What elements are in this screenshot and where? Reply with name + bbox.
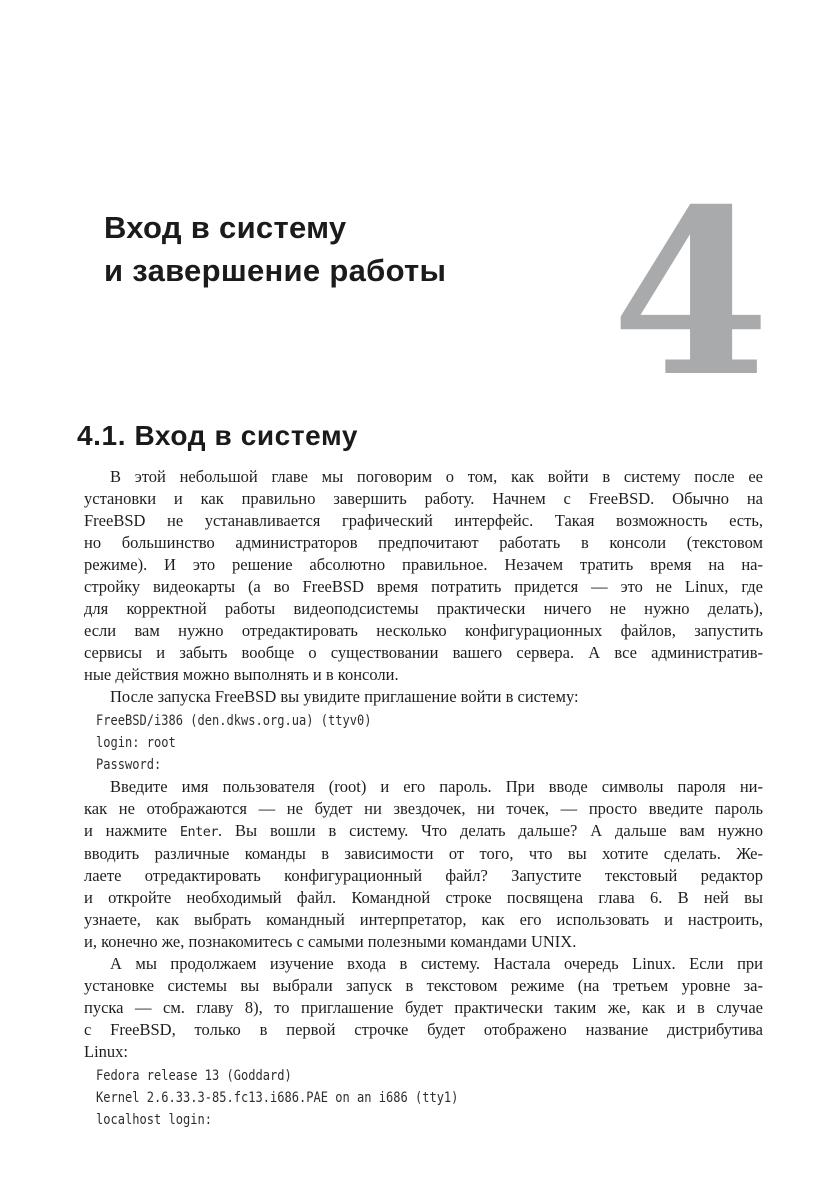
- body-line: если вам нужно отредактировать несколько конфигурационных файлов, запустить: [84, 621, 763, 640]
- body-line: лаете отредактировать конфигурационный файл? Запустите текстовый редактор: [84, 866, 763, 885]
- body-line: для корректной работы видеоподсистемы практически ничего не нужно делать),: [84, 599, 763, 618]
- chapter-number: 4: [611, 159, 770, 427]
- terminal-output-freebsd: [96, 710, 763, 776]
- body-line: ные действия можно выполнять и в консоли.: [84, 665, 399, 684]
- chapter-title-line1: Вход в систему: [104, 210, 347, 245]
- chapter-title-line2: и завершение работы: [104, 253, 447, 288]
- body-line: вводить различные команды в зависимости от того, что вы хотите сделать. Же-: [84, 844, 763, 863]
- body-line: режиме). И это решение абсолютно правильное. Незачем тратить время на на-: [84, 555, 763, 574]
- body-line: узнаете, как выбрать командный интерпретатор, как его использовать и настроить,: [84, 910, 763, 929]
- body-line: и, конечно же, познакомитесь с самыми полезными командами UNIX.: [84, 932, 577, 951]
- body-line: [84, 820, 763, 843]
- terminal-output-fedora: [96, 1065, 763, 1131]
- body-line-text: и нажмите: [84, 821, 180, 840]
- body-line: Linux:: [84, 1042, 128, 1061]
- body-line: и откройте необходимый файл. Командной строке посвящена глава 6. В ней вы: [84, 888, 763, 907]
- body-text: [84, 466, 763, 1131]
- code-line: Fedora release 13 (Goddard): [96, 1068, 292, 1084]
- code-line: login: root: [96, 735, 176, 751]
- body-line: пуска — см. главу 8), то приглашение будет практически таким же, как и в случае: [84, 998, 763, 1017]
- paragraph-freebsd-prompt-lead: [84, 686, 763, 708]
- body-line: А мы продолжаем изучение входа в систему. Настала очередь Linux. Если при: [110, 954, 763, 973]
- body-line: установки и как правильно завершить работу. Начнем с FreeBSD. Обычно на: [84, 489, 763, 508]
- body-line: установке системы вы выбрали запуск в текстовом режиме (на третьем уровне за-: [84, 976, 763, 995]
- paragraph-login-instructions: [84, 776, 763, 953]
- code-line: localhost login:: [96, 1112, 212, 1128]
- body-line: сервисы и забыть вообще о существовании вашего сервера. А все административ-: [84, 643, 763, 662]
- paragraph-linux-login: [84, 953, 763, 1063]
- body-line: как не отображаются — не будет ни звездочек, ни точек, — просто введите пароль: [84, 799, 763, 818]
- body-line: Введите имя пользователя (root) и его пароль. При вводе символы пароля ни-: [110, 777, 763, 796]
- section-title: 4.1. Вход в систему: [77, 420, 359, 451]
- body-line: с FreeBSD, только в первой строчке будет отображено название дистрибутива: [84, 1020, 763, 1039]
- code-line: Kernel 2.6.33.3-85.fc13.i686.PAE on an i686 (tty1): [96, 1090, 459, 1106]
- chapter-title: [104, 206, 446, 292]
- body-line: После запуска FreeBSD вы увидите приглашение войти в систему:: [110, 687, 579, 706]
- enter-key-label: Enter: [179, 824, 219, 840]
- body-line-text: . Вы вошли в систему. Что делать дальше? А дальше вам нужно: [218, 821, 763, 840]
- code-line: Password:: [96, 757, 162, 773]
- body-line: стройку видеокарты (а во FreeBSD время потратить придется — это не Linux, где: [84, 577, 763, 596]
- body-line: FreeBSD не устанавливается графический интерфейс. Такая возможность есть,: [84, 511, 763, 530]
- paragraph-intro-freebsd: [84, 466, 763, 686]
- body-line: но большинство администраторов предпочитают работать в консоли (текстовом: [84, 533, 763, 552]
- code-line: FreeBSD/i386 (den.dkws.org.ua) (ttyv0): [96, 713, 372, 729]
- body-line: В этой небольшой главе мы поговорим о том, как войти в систему после ее: [110, 467, 763, 486]
